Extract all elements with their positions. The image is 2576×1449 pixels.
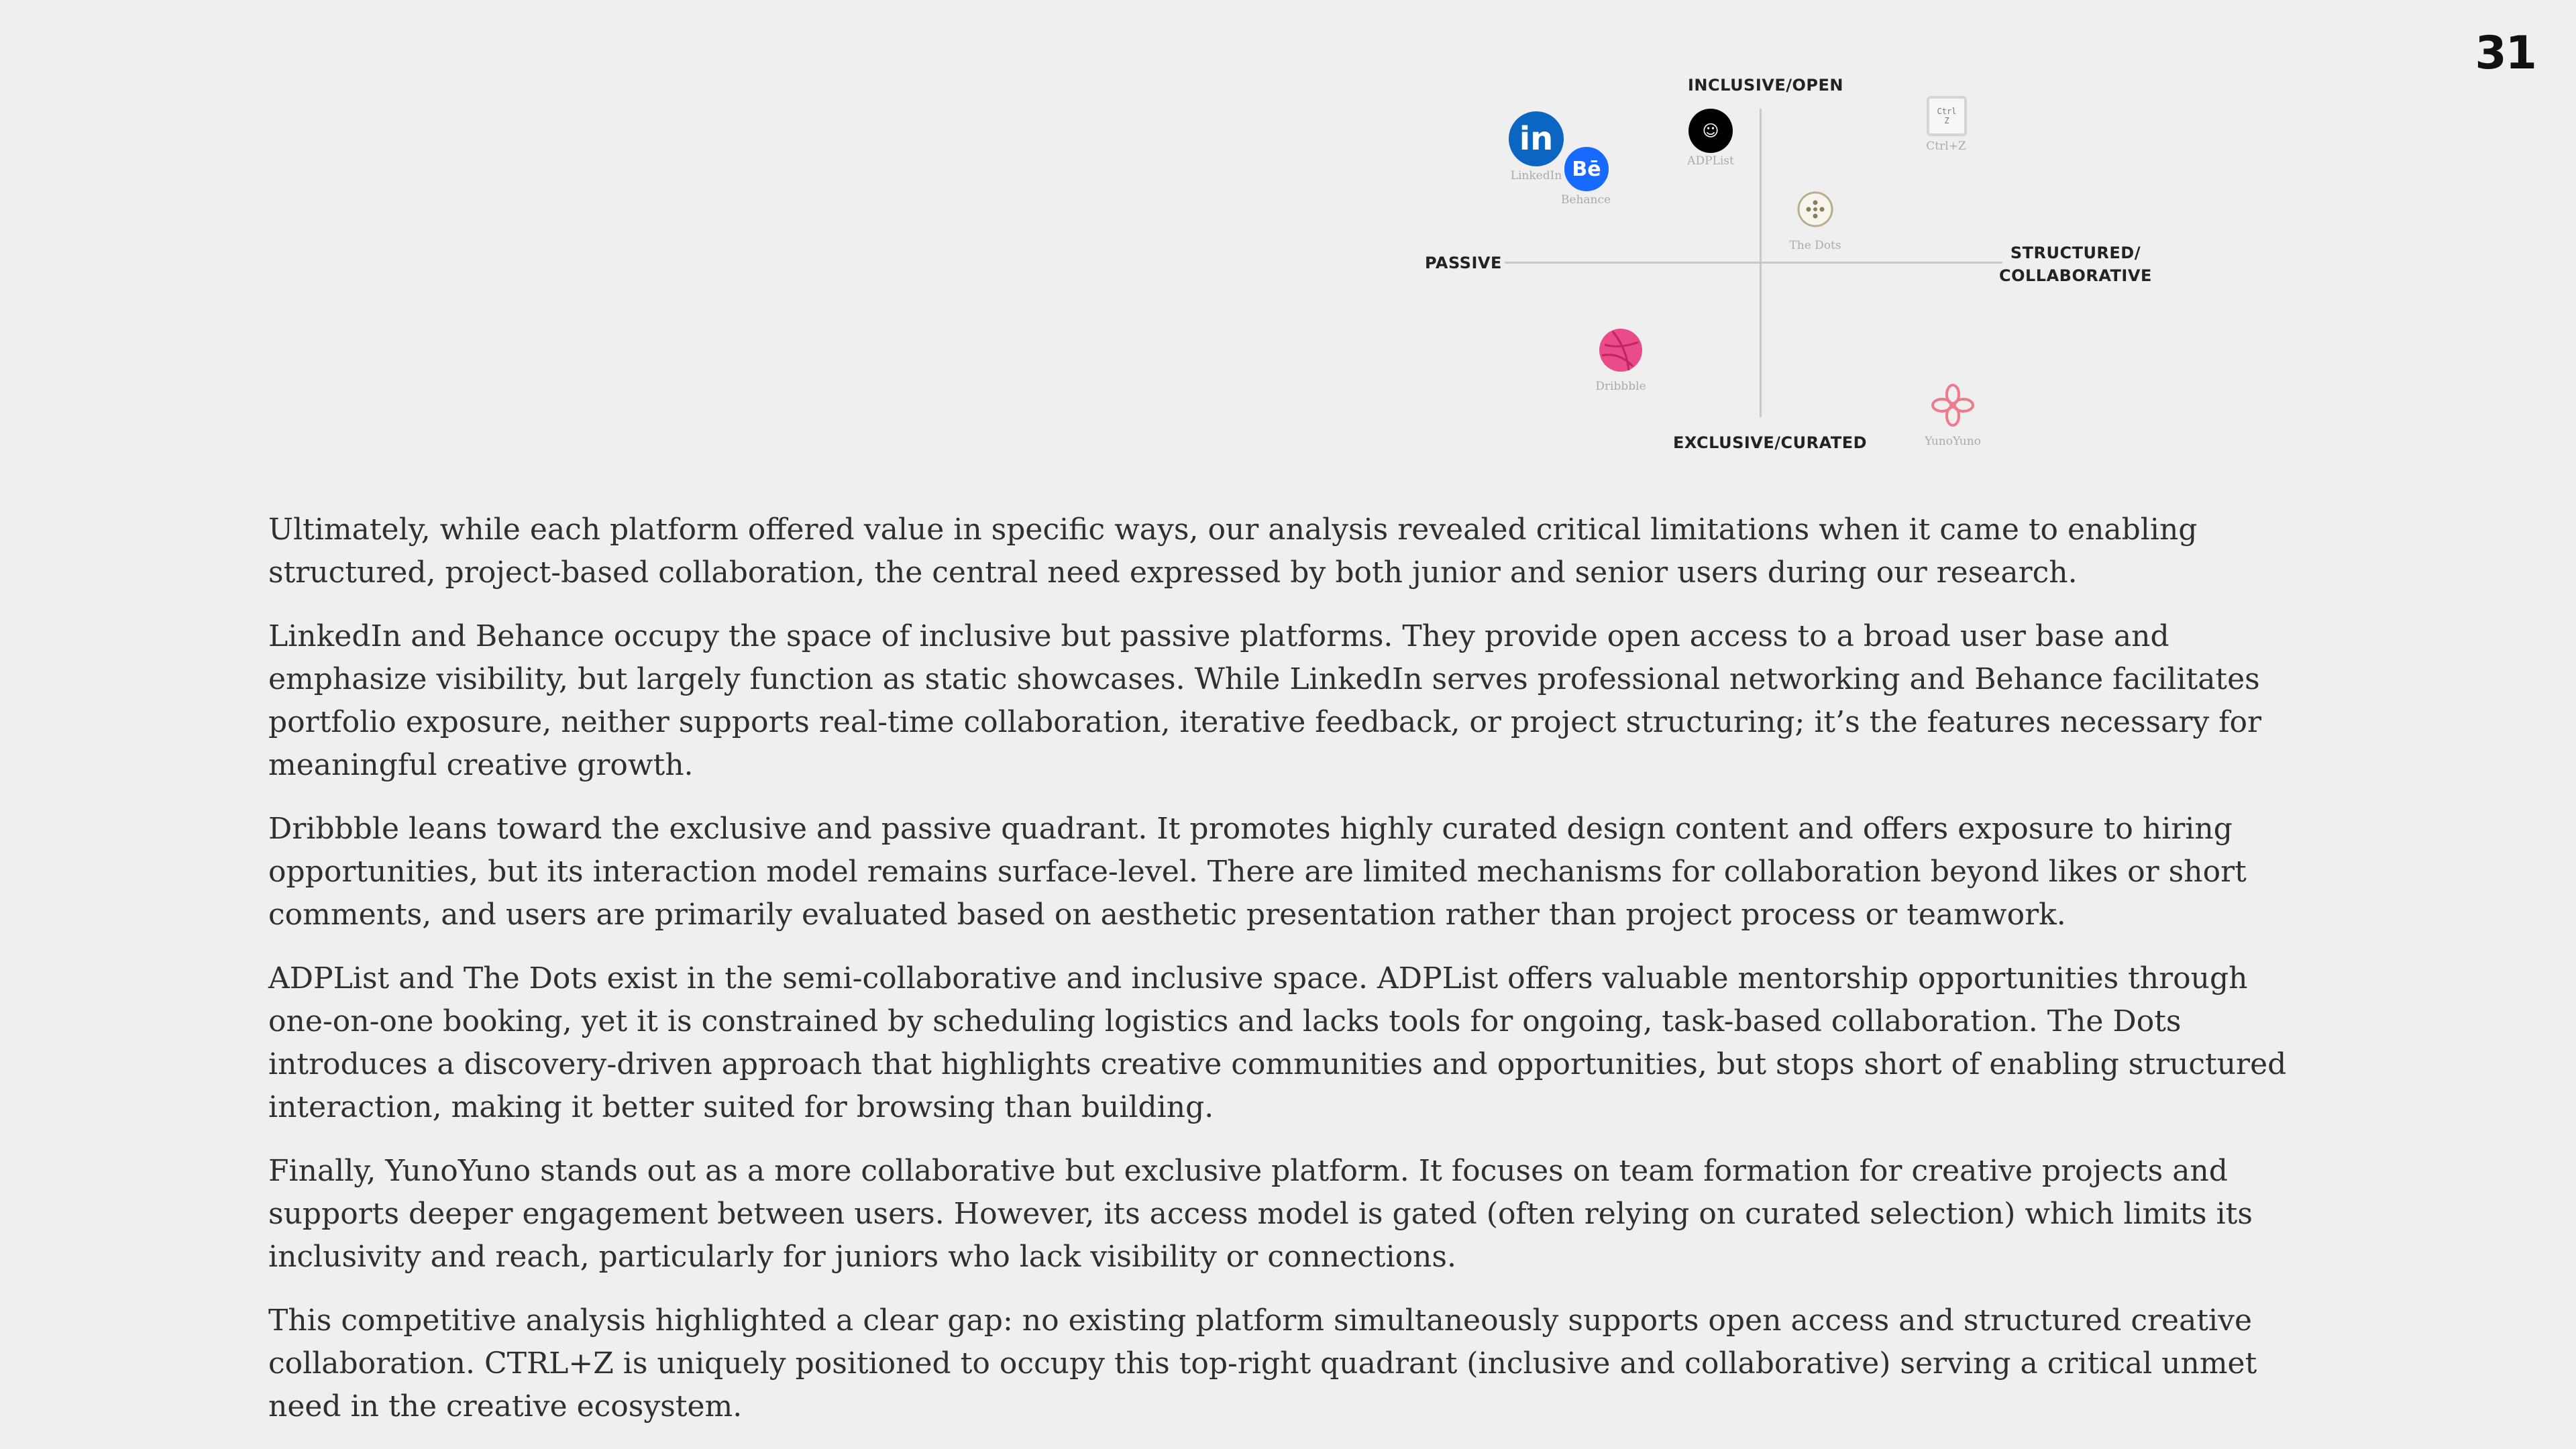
axis-label-top: INCLUSIVE/OPEN [1688, 76, 1843, 95]
behance-logo-icon [1562, 145, 1611, 193]
page-number: 31 [2475, 27, 2536, 80]
axis-label-bottom: EXCLUSIVE/CURATED [1673, 433, 1868, 452]
paragraph-adplist-thedots: ADPList and The Dots exist in the semi-collaborative and inclusive space. ADPList offers valuable mentorship opportunities through one-on-one booking, yet it is constrained by scheduling logistics and lacks tools for ongoing, task-based collaboration. The Dots introduces a discovery-driven approach that highlights creative communities and opportunities, but stops short of enabling structured interaction, making it better suited for browsing than building. [268, 961, 2287, 1124]
axis-label-right-line2: COLLABORATIVE [1999, 266, 2152, 285]
axis-label-left: PASSIVE [1425, 254, 1502, 272]
positioning-map [0, 0, 2576, 483]
paragraph-yunoyuno: Finally, YunoYuno stands out as a more collaborative but exclusive platform. It focuses on team formation for creative projects and supports deeper engagement between users. However, its access model is gated (often relying on curated selection) which limits its inclusivity and reach, particularly for juniors who lack visibility or connections. [268, 1154, 2253, 1274]
axis-label-right-line1: STRUCTURED/ [2010, 244, 2141, 262]
linkedin-caption: LinkedIn [1510, 169, 1562, 182]
behance-glyph: Bē [1572, 157, 1601, 181]
paragraph-linkedin-behance: LinkedIn and Behance occupy the space of inclusive but passive platforms. They provide open access to a broad user base and emphasize visibility, but largely function as static showcases. While LinkedIn serves professional networking and Behance facilitates portfolio exposure, neither supports real-time collaboration, iterative feedback, or project structuring; it’s the features necessary for meaningful creative growth. [268, 619, 2262, 782]
dribbble-caption: Dribbble [1595, 380, 1646, 393]
paragraph-summary: Ultimately, while each platform offered value in specific ways, our analysis revealed critical limitations when it came to enabling structured, project-based collaboration, the central need expressed by both junior and senior users during our research. [268, 513, 2198, 590]
ctrlz-caption: Ctrl+Z [1926, 140, 1966, 153]
linkedin-glyph: in [1519, 120, 1554, 158]
dribbble-logo-icon [1598, 327, 1644, 373]
thedots-logo-icon [1796, 191, 1834, 228]
paragraph-conclusion: This competitive analysis highlighted a clear gap: no existing platform simultaneously supports open access and structured creative collaboration. CTRL+Z is uniquely positioned to occupy this top-right quadrant (inclusive and collaborative) serving a critical unmet need in the creative ecosystem. [268, 1303, 2257, 1424]
vertical-axis-line [1760, 109, 1762, 417]
adplist-logo-icon [1688, 109, 1733, 153]
ctrlz-glyph-line1: Ctrl [1937, 107, 1957, 116]
horizontal-axis-line [1505, 262, 2002, 264]
ctrlz-logo-icon [1927, 96, 1967, 136]
thedots-caption: The Dots [1789, 239, 1841, 252]
yunoyuno-caption: YunoYuno [1925, 435, 1981, 448]
ctrlz-glyph-line2: Z [1944, 116, 1949, 125]
adplist-caption: ADPList [1687, 154, 1734, 168]
analysis-body [268, 508, 2321, 1449]
behance-caption: Behance [1560, 193, 1611, 207]
adplist-glyph: ☺ [1702, 121, 1719, 140]
axis-label-right [1999, 241, 2152, 287]
paragraph-dribbble: Dribbble leans toward the exclusive and passive quadrant. It promotes highly curated design content and offers exposure to hiring opportunities, but its interaction model remains surface-level. There are limited mechanisms for collaboration beyond likes or short comments, and users are primarily evaluated based on aesthetic presentation rather than project process or teamwork. [268, 812, 2247, 932]
linkedin-logo-icon [1509, 111, 1564, 166]
yunoyuno-logo-icon [1930, 382, 1976, 428]
